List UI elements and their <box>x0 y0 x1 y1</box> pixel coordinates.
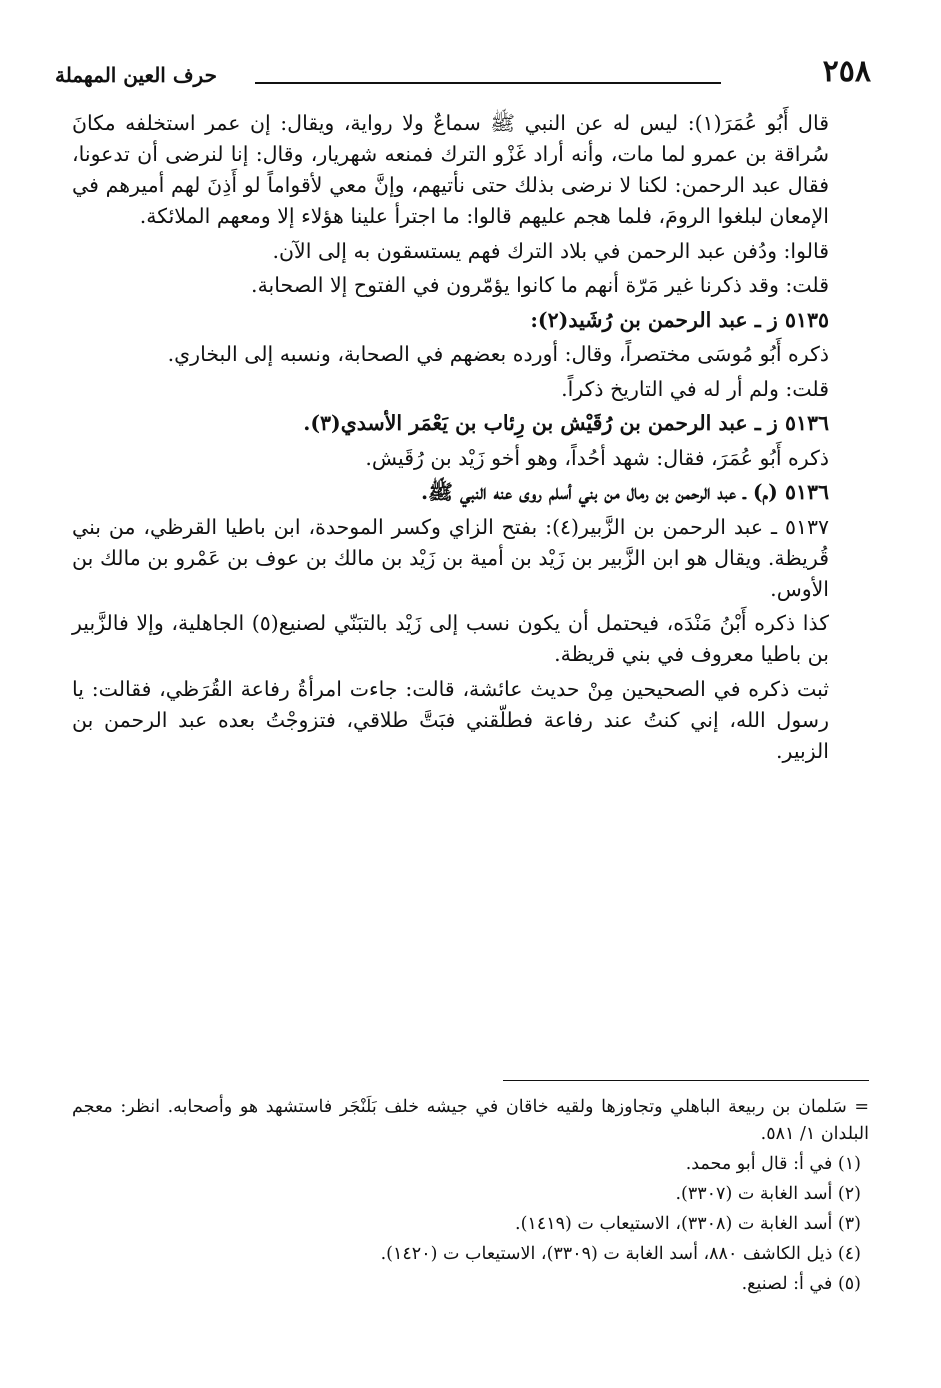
footnote-divider <box>503 1080 869 1081</box>
paragraph-note-companions: قلت: وقد ذكرنا غير مَرّة أنهم ما كانوا يؤمّرون في الفتوح إلا الصحابة. <box>251 273 829 297</box>
footnote-1: (١) في أ: قال أبو محمد. <box>685 1154 861 1174</box>
entry-heading-5135: ٥١٣٥ ز ـ عبد الرحمن بن رُشَيد(٢): <box>530 307 829 332</box>
paragraph-no-mention: قلت: ولم أر له في التاريخ ذكراً. <box>561 376 829 401</box>
footnote-continued: = سَلمان بن ربيعة الباهلي وتجاوزها ولقيه خاقان في جيشه خلف بَلَنْجَر فاستشهد هو وأصحابه. انظر: معجم البلدان ١/ ٥٨١. <box>72 1097 869 1144</box>
paragraph-burial: قالوا: ودُفن عبد الرحمن في بلاد الترك فهم يستسقون به إلى الآن. <box>272 238 829 263</box>
footnote-3: (٣) أسد الغابة ت (٣٣٠٨)، الاستيعاب ت (١٤١٩). <box>515 1214 861 1234</box>
footnote-4: (٤) ذيل الكاشف ٨٨٠، أسد الغابة ت (٣٣٠٩)، الاستيعاب ت (١٤٢٠). <box>380 1244 861 1264</box>
entry-heading-5136: ٥١٣٦ ز ـ عبد الرحمن بن رُقَيْش بن رِئاب بن يَعْمَر الأسدي(٣). <box>303 411 829 435</box>
paragraph-abu-musa: ذكره أَبُو مُوسَى مختصراً، وقال: أورده بعضهم في الصحابة، ونسبه إلى البخاري. <box>167 342 829 366</box>
paragraph-ibn-mandah: كذا ذكره أَبْنُ مَنْدَه، فيحتمل أن يكون نسب إلى زَيْد بالتبَنّي لصنيع(٥) الجاهلية، وإلا فالزَّبير بن باطيا معروف في بني قريظة. <box>72 611 829 666</box>
paragraph-abu-umar-account: قال أَبُو عُمَرَ(١): ليس له عن النبي ﷺ سماعٌ ولا رواية، ويقال: إن عمر استخلفه مكانَ سُراقة بن عمرو لما مات، وأنه أراد غَزْو الترك فمنعه شهريار، وقال: إنا لنرضى أن تدعونا، فقال عبد الرحمن: لكنا لا نرضى بذلك حتى نأتيهم، وإنَّ معي لأقواماً لو أَذِنَ لهم أميرهم في الإمعان لبلغوا الرومَ، فلما هجم عليهم قالوا: ما اجترأ علينا هؤلاء إلا ومعهم الملائكة. <box>72 111 829 228</box>
footnote-5: (٥) في أ: لصنيع. <box>741 1274 861 1294</box>
footnote-2: (٢) أسد الغابة ت (٣٣٠٧). <box>675 1184 861 1204</box>
paragraph-uhud: ذكره أَبُو عُمَرَ، فقال: شهد أحُداً، وهو أخو زَيْد بن رُقَيش. <box>365 445 829 470</box>
running-title: حرف العين المهملة <box>55 63 217 87</box>
entry-heading-5136m: ٥١٣٦ (م) ـ عبد الرحمن بن رمال من بني أسلم روى عنه النبي ﷺ. <box>420 480 829 504</box>
paragraph-sahihayn: ثبت ذكره في الصحيحين مِنْ حديث عائشة، قالت: جاءت امرأةُ رفاعة القُرَظي، فقالت: يا رسول الله، إني كنتُ عند رفاعة فطلّقني فبَتَّ طلاقي، فتزوجْتُ بعده عبد الرحمن بن الزبير. <box>72 676 829 763</box>
entry-5137: ٥١٣٧ ـ عبد الرحمن بن الزَّبير(٤): بفتح الزاي وكسر الموحدة، ابن باطيا القرظي، من بني قُريظة. ويقال هو ابن الزَّبير بن زَيْد بن أمية بن زَيْد بن مالك بن عوف بن عَمْرو بن مالك بن الأوس. <box>72 514 829 601</box>
main-text <box>72 108 869 770</box>
page-header <box>55 52 871 96</box>
header-rule <box>255 82 721 84</box>
page-number: ٢٥٨ <box>822 54 871 89</box>
footnotes <box>72 1094 869 1301</box>
